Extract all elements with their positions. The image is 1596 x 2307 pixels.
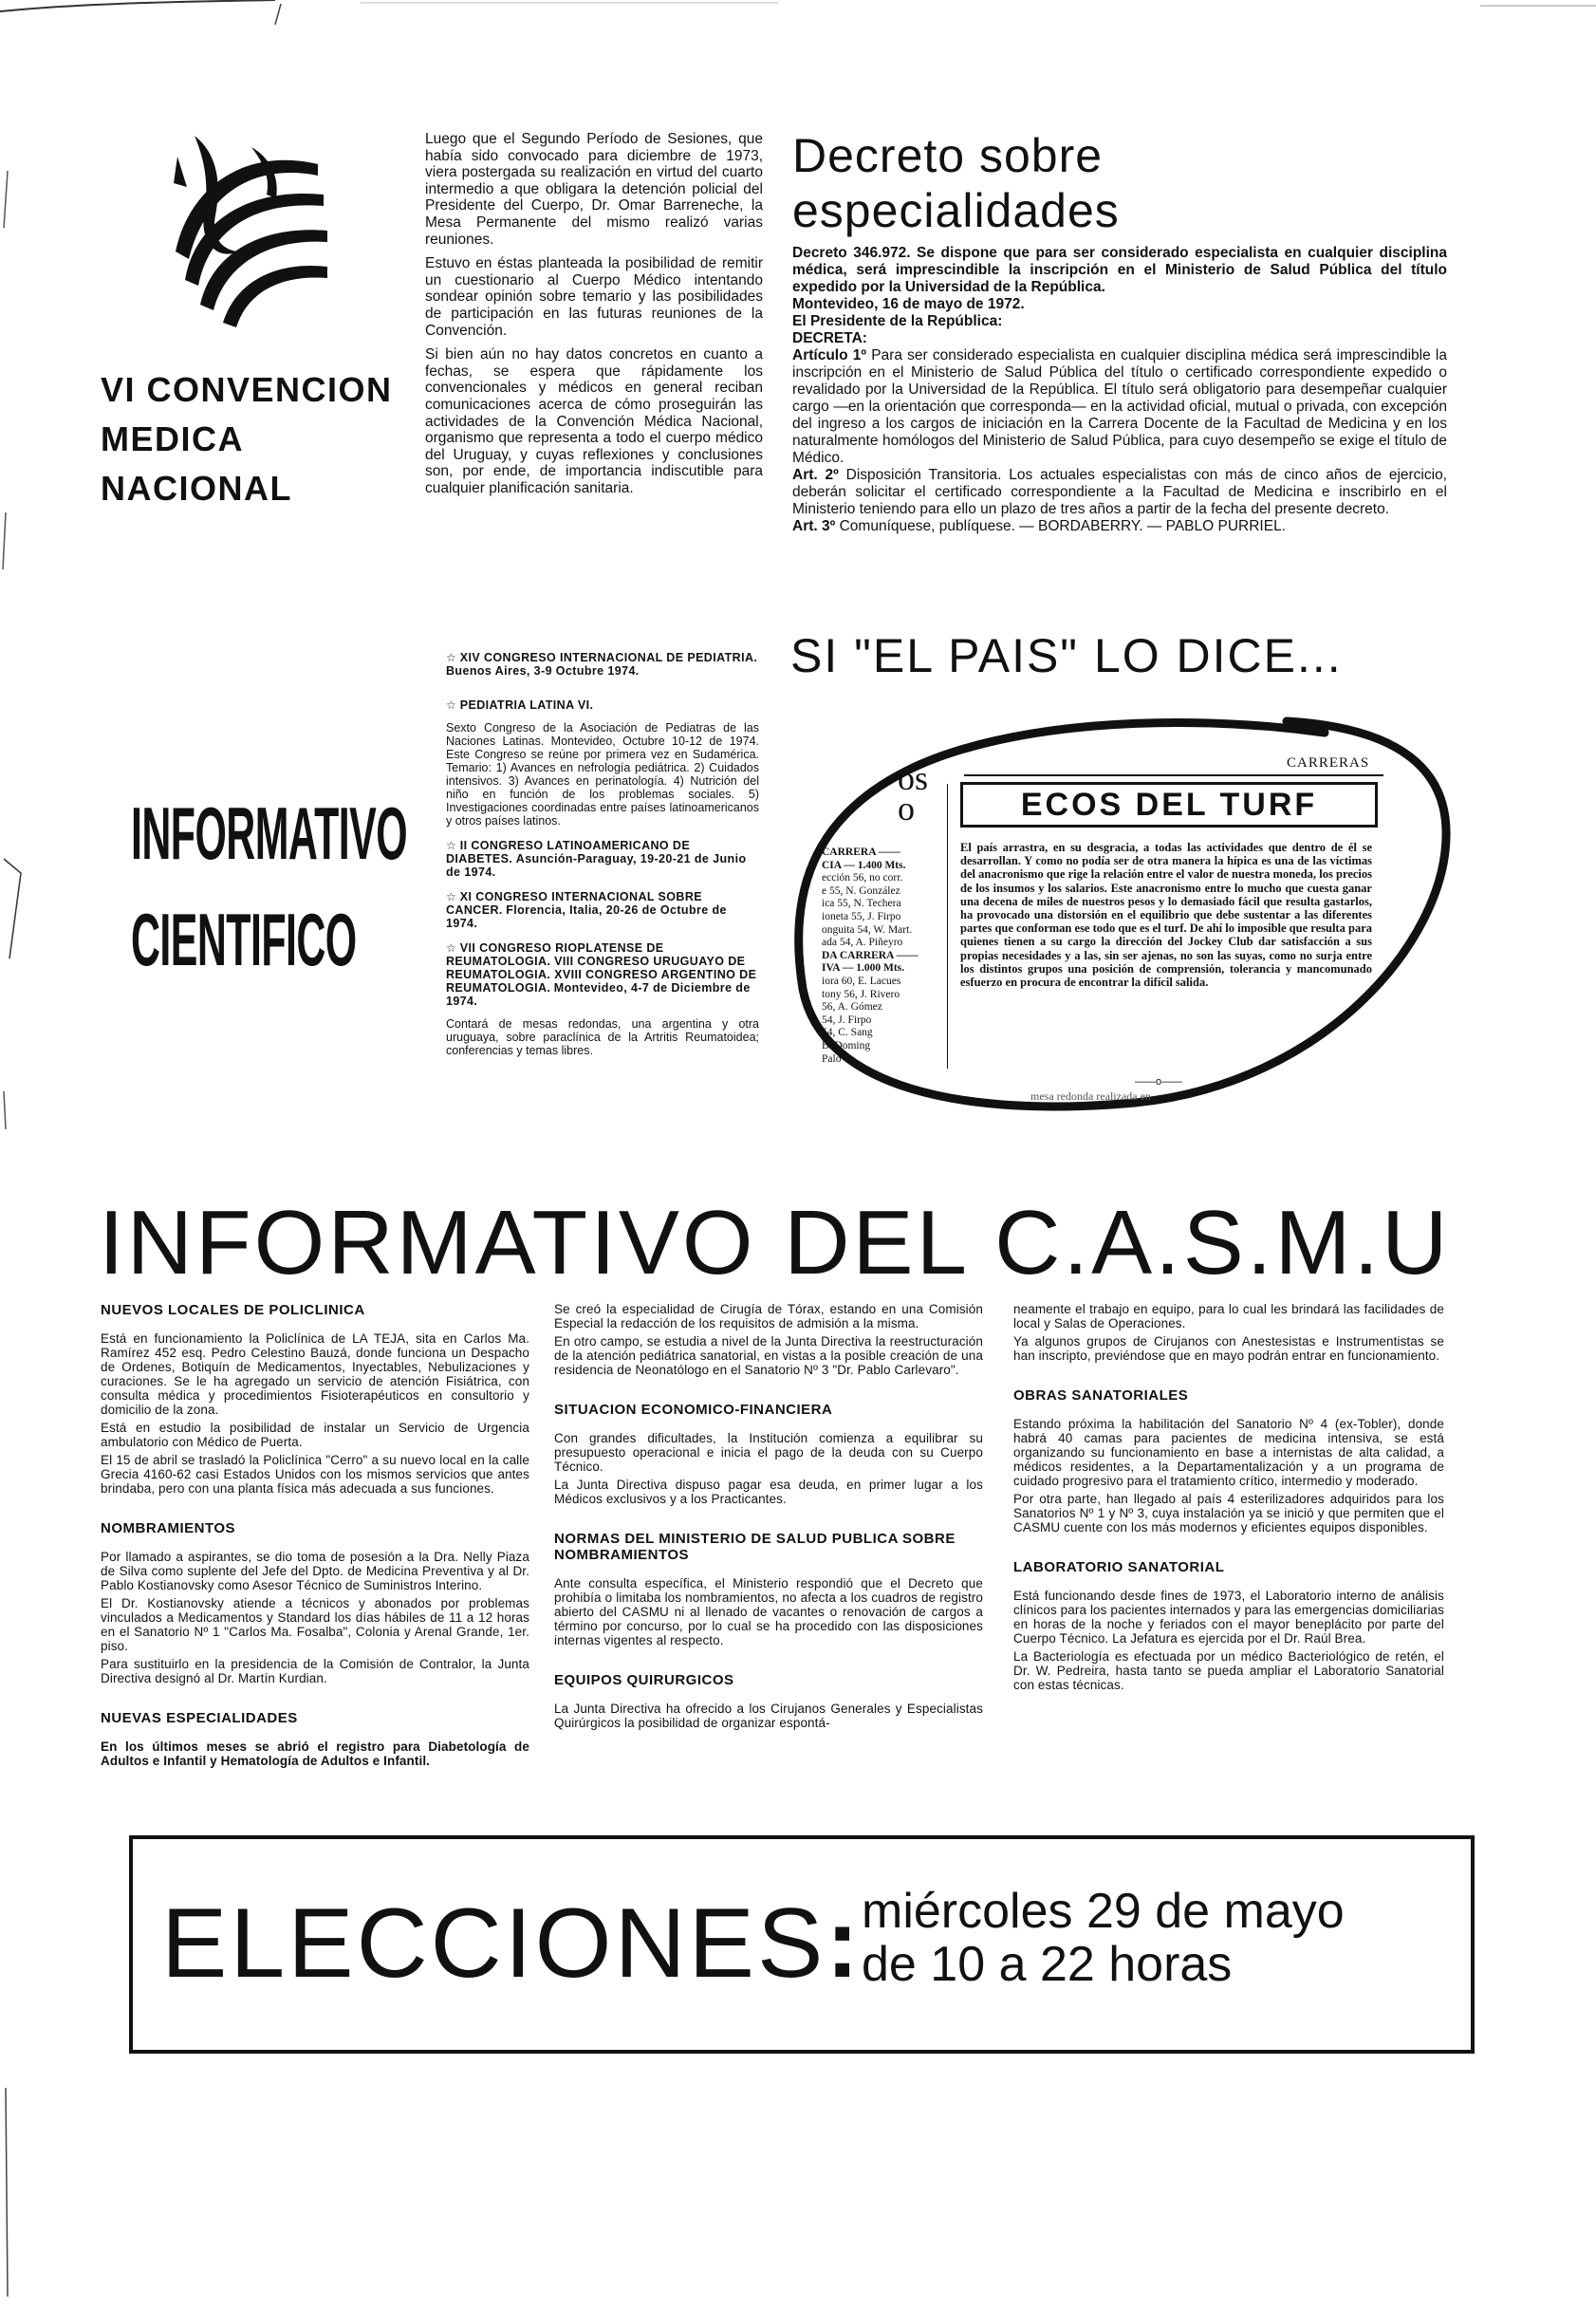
elecciones-word [161, 1887, 862, 2000]
clip-race-line: ada 54, A. Piñeyro [822, 937, 903, 949]
clip-separator: ——o—— [1135, 1076, 1183, 1088]
casmu-heading: NOMBRAMIENTOS [101, 1520, 236, 1536]
clip-section-title-box [960, 782, 1378, 828]
casmu-paragraph: El 15 de abril se trasladó la Policlínica "Cerro" a su nuevo local en la calle Grecia 4160-62 casi Estados Unidos con los mismos servicios que antes brindaba, pero con una planta física más adecuada a sus funciones. [101, 1453, 529, 1496]
clip-section-title: ECOS DEL TURF [1020, 786, 1318, 823]
congress-item [446, 941, 759, 1057]
casmu-paragraph: En otro campo, se estudia a nivel de la Junta Directiva la reestructuración de la atención pediátrica sanatorial, en vistas a la posible creación de una residencia de Neonatólogo en el Sanatorio Nº 3 "Dr. Pablo Carlevaro". [554, 1334, 983, 1377]
clip-race-line: tony 56, J. Rivero [822, 988, 900, 1000]
decree-president: El Presidente de la República: [792, 313, 1003, 329]
informativo-title-line-2: CIENTIFICO [131, 898, 357, 981]
congress-detail: Florencia, Italia, 20-26 de Octubre de 1974. [446, 903, 727, 930]
congress-lead: II CONGRESO LATINOAMERICANO DE DIABETES. [446, 839, 691, 865]
congress-item [446, 890, 759, 930]
casmu-heading: SITUACION ECONOMICO-FINANCIERA [554, 1402, 833, 1418]
clip-race-line: DA CARRERA —— [822, 949, 919, 961]
star-icon: ☆ [446, 839, 456, 852]
casmu-paragraph: neamente el trabajo en equipo, para lo cual les brindará las facilidades de local y Salas de Operaciones. [1013, 1302, 1444, 1330]
decree-article-1 [792, 347, 1447, 467]
casmu-heading: NUEVOS LOCALES DE POLICLINICA [101, 1302, 365, 1318]
convention-title-line-1: VI CONVENCION [101, 370, 393, 409]
star-icon: ☆ [446, 698, 456, 712]
casmu-paragraph: El Dr. Kostianovsky atiende a técnicos y abonados por problemas vinculados a Medicamentos y Standard los días hábiles de 11 a 12 horas en el Sanatorio Nº 1 "Carlos Ma. Fosalba", Colonia y Arenal Grande, 1er. piso. [101, 1596, 529, 1653]
clip-race-line: ección 56, no corr. [822, 872, 903, 884]
clip-footer-fragment: mesa redonda realizada en [1030, 1089, 1151, 1103]
decree-intro: Decreto 346.972. Se dispone que para ser considerado especialista en cualquier disciplina médica, será imprescindible la inscripción en el Ministerio de Salud Pública del título expedido por la Universidad de la República. [792, 245, 1447, 295]
congress-detail: Buenos Aires, 3-9 Octubre 1974. [446, 664, 640, 678]
casmu-paragraph: Ya algunos grupos de Cirujanos con Anestesistas e Instrumentistas se han inscripto, previéndose que en mayo podrán entrar en funcionamiento. [1013, 1334, 1444, 1363]
decree-body [792, 245, 1447, 535]
decree-date: Montevideo, 16 de mayo de 1972. [792, 296, 1025, 312]
congress-list [446, 651, 759, 1069]
decree-art3-text: Comuníquese, publíquese. — BORDABERRY. — PABLO PURRIEL. [839, 518, 1286, 534]
clip-race-line: CARRERA —— [822, 847, 900, 858]
casmu-heading: LABORATORIO SANATORIAL [1013, 1559, 1225, 1575]
decree-article-2 [792, 467, 1447, 518]
casmu-paragraph: La Junta Directiva dispuso pagar esa deuda, en primer lugar a los Médicos exclusivos y a los Practicantes. [554, 1478, 983, 1506]
convention-paragraph-2: Estuvo en éstas planteada la posibilidad de remitir un cuestionario al Cuerpo Médico intentando sondear opinión sobre temario y las posibilidades de participación en las futuras reuniones de la Convención. [425, 255, 763, 339]
congress-detail: Asunción-Paraguay, 19-20-21 de Junio de 1974. [446, 852, 747, 879]
clip-race-line: ioneta 55, J. Firpo [822, 910, 901, 922]
congress-body: Contará de mesas redondas, una argentina y otra uruguaya, sobre paraclínica de la Artritis Reumatoidea; conferencias y temas libres. [446, 1017, 759, 1057]
clip-partial-heading-2: o [898, 790, 915, 828]
el-pais-headline: SI "EL PAIS" LO DICE... [790, 629, 1343, 682]
clip-race-line: B. Doming [822, 1039, 871, 1051]
decree-article-3 [792, 518, 1447, 535]
casmu-paragraph: Estando próxima la habilitación del Sanatorio Nº 4 (ex-Tobler), donde habrá 40 camas para pacientes de medicina intensiva, se está organizando su funcionamiento en base a internistas de alta calidad, a médicos residentes, a la Departamentalización y a un programa de cuidado progresivo para el tratamiento crítico, intermedio y moderado. [1013, 1417, 1444, 1488]
congress-lead: XI CONGRESO INTERNACIONAL SOBRE CANCER. [446, 890, 703, 917]
casmu-heading: NORMAS DEL MINISTERIO DE SALUD PUBLICA SOBRE NOMBRAMIENTOS [554, 1531, 956, 1563]
decree-art2-label: Art. 2º [792, 467, 839, 483]
clip-race-line: e 55, N. González [822, 884, 900, 897]
casmu-paragraph: La Junta Directiva ha ofrecido a los Cirujanos Generales y Especialistas Quirúrgicos la posibilidad de organizar espontá- [554, 1702, 983, 1730]
congress-lead: PEDIATRIA LATINA VI. [459, 698, 594, 712]
convention-emblem-icon [157, 128, 337, 337]
decree-art1-text: Para ser considerado especialista en cualquier disciplina médica será imprescindible la inscripción en el Ministerio de Salud Pública del título o certificado correspondiente expedido o revalidado por la Universidad de la República. El título será obligatorio para desempeñar cualquier cargo —en la orientación que corresponda— en la actividad oficial, mutual o privada, con excepción del ingreso a los cargos de iniciación en la Carrera Docente de la Facultad de Medicina y en los naturalmente homólogos del Ministerio de Salud Pública, para cuyo desempeño se exige el título de Médico. [792, 347, 1447, 466]
clip-race-line: 54, C. Sang [822, 1027, 873, 1039]
newspaper-clipping [793, 704, 1456, 1112]
convention-title-line-3: NACIONAL [101, 469, 292, 508]
casmu-paragraph: Se creó la especialidad de Cirugía de Tórax, estando en una Comisión Especial la redacción de los requisitos de admisión a la misma. [554, 1302, 983, 1330]
clip-race-line: 54, J. Firpo [822, 1014, 872, 1026]
casmu-heading: OBRAS SANATORIALES [1013, 1387, 1189, 1404]
star-icon: ☆ [446, 651, 456, 664]
congress-item [446, 698, 759, 828]
star-icon: ☆ [446, 941, 456, 955]
clip-partial-heading [898, 759, 929, 828]
clip-race-line: IVA — 1.000 Mts. [822, 962, 905, 975]
casmu-column-3 [1013, 1302, 1444, 1696]
elecciones-box [129, 1835, 1475, 2054]
informativo-title-line-1: INFORMATIVO [131, 791, 408, 875]
casmu-paragraph: Está funcionando desde fines de 1973, el Laboratorio interno de análisis clínicos para los pacientes internados y para las emergencias domiciliarias en horas de la noche y feriados con el mayor beneplácito por parte del Cuerpo Técnico. La Jefatura es ejercida por el Dr. Raúl Brea. [1013, 1589, 1444, 1646]
convention-article [425, 131, 763, 504]
decree-art1-label: Artículo 1º [792, 347, 867, 363]
elecciones-colon: : [826, 1888, 863, 1999]
clip-partial-heading-1: os [898, 759, 929, 797]
congress-lead: XIV CONGRESO INTERNACIONAL DE PEDIATRIA. [459, 651, 758, 664]
clip-body: El país arrastra, en su desgracia, a todas las actividades que dentro de él se desarrollan. Y como no podía ser de otra manera la hípica es una de las víctimas del anacronismo que rige la relación entre el valor de nuestra moneda, los precios de los insumos y los salarios. Este anacronismo entre lo mucho que cuesta ganar una decena de miles de nuestros pesos y lo demasiado fácil que resulta gastarlos, ha provocado una distorsión en el equilibrio que debe sustentar a las diferentes partes que conforman ese todo que es el turf. De ahí lo imposible que resulta para quienes tienen a su cargo la dirección del Jockey Club dar satisfacción a sus propias necesidades y a las, sin ser ajenas, no son las suyas, como no surja entre los distintos grupos una posición de comprensión, tolerancia y mancomunado esfuerzo en procura de encontrar la difícil salida. [960, 841, 1372, 990]
decree-title-line-1: Decreto sobre [792, 129, 1104, 182]
decree-art2-text: Disposición Transitoria. Los actuales especialistas con más de cinco años de ejercicio, deberán solicitar el certificado correspondiente a la Facultad de Medicina e inscribirlo en el Ministerio teniendo para ello un plazo de tres años a partir de la fecha del presente decreto. [792, 467, 1447, 517]
convention-paragraph-1: Luego que el Segundo Período de Sesiones, que había sido convocado para diciembre de 1973, viera postergada su realización en virtud del cuarto intermedio a que obligara la detención policial del Presidente del Cuerpo, Dr. Omar Barreneche, la Mesa Permanente del mismo realizó varias reuniones. [425, 131, 763, 248]
informativo-cientifico-title [131, 780, 407, 993]
clip-race-line: 56, A. Gómez [822, 1001, 882, 1014]
casmu-paragraph: Con grandes dificultades, la Institución comienza a equilibrar su presupuesto operacional e inicia el pago de la deuda con su Cuerpo Técnico. [554, 1431, 983, 1474]
casmu-paragraph: Ante consulta específica, el Ministerio respondió que el Decreto que prohibía o limitaba los nombramientos, no afecta a los cuadros de registro abierto del CASMU ni al llenado de vacantes o renovación de cargos a término por concurso, por lo cual se ha procedido con las disposiciones internas vigentes al respecto. [554, 1576, 983, 1647]
casmu-paragraph: Está en funcionamiento la Policlínica de LA TEJA, sita en Carlos Ma. Ramírez 452 esq. Pedro Celestino Bauzá, donde funciona un Despacho de Ordenes, Botiquín de Medicamentos, Inyectables, Nebulizaciones y curaciones. Se le ha agregado un servicio de atención Fisiátrica, con consulta médica y procedimientos Fisioterapéuticos en consultorio y domicilio de la zona. [101, 1331, 529, 1417]
clip-left-column [822, 847, 936, 1066]
casmu-title: INFORMATIVO DEL C.A.S.M.U [99, 1192, 1451, 1293]
star-icon: ☆ [446, 890, 456, 903]
clip-column-rule [947, 784, 948, 1069]
congress-item [446, 839, 759, 879]
decree-decreta: DECRETA: [792, 330, 867, 346]
decree-title-line-2: especialidades [792, 184, 1120, 237]
clip-rule-top [964, 774, 1383, 776]
decree-art3-label: Art. 3º [792, 518, 836, 534]
congress-detail: Montevideo, 4-7 de Diciembre de 1974. [446, 981, 751, 1008]
elecciones-details [862, 1885, 1345, 1991]
elecciones-label: ELECCIONES [161, 1888, 826, 1999]
casmu-paragraph: Por llamado a aspirantes, se dio toma de posesión a la Dra. Nelly Piaza de Silva como suplente del Jefe del Dpto. de Medicina Preventiva y al Dr. Pablo Kostianovsky como Asesor Técnico de Suministros Interino. [101, 1550, 529, 1592]
casmu-paragraph: Por otra parte, han llegado al país 4 esterilizadores adquiridos para los Sanatorios Nº 1 y Nº 3, cuya instalación ya se inició y que permiten que el CASMU cuente con los más modernos y eficientes equipos disponibles. [1013, 1492, 1444, 1535]
casmu-column-2 [554, 1302, 983, 1734]
casmu-column-1 [101, 1302, 529, 1772]
convention-title [101, 365, 393, 513]
casmu-paragraph: En los últimos meses se abrió el registro para Diabetología de Adultos e Infantil y Hematología de Adultos e Infantil. [101, 1740, 529, 1768]
congress-item [446, 651, 759, 678]
congress-body: Sexto Congreso de la Asociación de Pediatras de las Naciones Latinas. Montevideo, Octubre 10-12 de 1974. Este Congreso se reúne por primera vez en Sudamérica. Temario: 1) Avances en nefrología pediátrica. 2) Cuidados intensivos. 3) Avances en perinatología. 4) Nutrición del niño en función de los problemas sociales. 5) Investigaciones coordinadas entre países latinoamericanos y otros países latinos. [446, 721, 759, 828]
casmu-paragraph: Para sustituirlo en la presidencia de la Comisión de Contralor, la Junta Directiva designó al Dr. Martín Kurdian. [101, 1657, 529, 1685]
clip-race-line: onguita 54, W. Mart. [822, 923, 913, 936]
casmu-heading: EQUIPOS QUIRURGICOS [554, 1672, 734, 1688]
clip-race-line: iora 60, E. Lacues [822, 975, 901, 987]
clip-race-line: Palo [822, 1052, 842, 1065]
clip-race-line: CIA — 1.400 Mts. [822, 859, 906, 871]
casmu-heading: NUEVAS ESPECIALIDADES [101, 1710, 298, 1726]
clip-race-line: ica 55, N. Techera [822, 898, 901, 910]
decree-title [792, 128, 1120, 238]
clip-byline: CARRERAS [1287, 755, 1370, 771]
congress-lead: VII CONGRESO RIOPLATENSE DE REUMATOLOGIA. VIII CONGRESO URUGUAYO DE REUMATOLOGIA. XVIII CONGRESO ARGENTINO DE REUMATOLOGIA. [446, 941, 757, 995]
elecciones-line-1: miércoles 29 de mayo [862, 1884, 1345, 1939]
convention-paragraph-3: Si bien aún no hay datos concretos en cuanto a fechas, se espera que rápidamente los convencionales y médicos en general reciban comunicaciones acerca de cómo proseguirán las actividades de la Convención Médica Nacional, organismo que representa a todo el cuerpo médico del Uruguay, y cuyas reflexiones y conclusiones son, por ende, de importancia indiscutible para cualquier planificación sanitaria. [425, 346, 763, 496]
casmu-paragraph: Está en estudio la posibilidad de instalar un Servicio de Urgencia ambulatorio con Médico de Puerta. [101, 1421, 529, 1449]
convention-title-line-2: MEDICA [101, 419, 244, 458]
casmu-paragraph: La Bacteriología es efectuada por un médico Bacteriológico de retén, el Dr. W. Pedreira, hasta tanto se pueda ampliar el Laboratorio Sanatorial con estas técnicas. [1013, 1649, 1444, 1692]
elecciones-line-2: de 10 a 22 horas [862, 1937, 1233, 1992]
